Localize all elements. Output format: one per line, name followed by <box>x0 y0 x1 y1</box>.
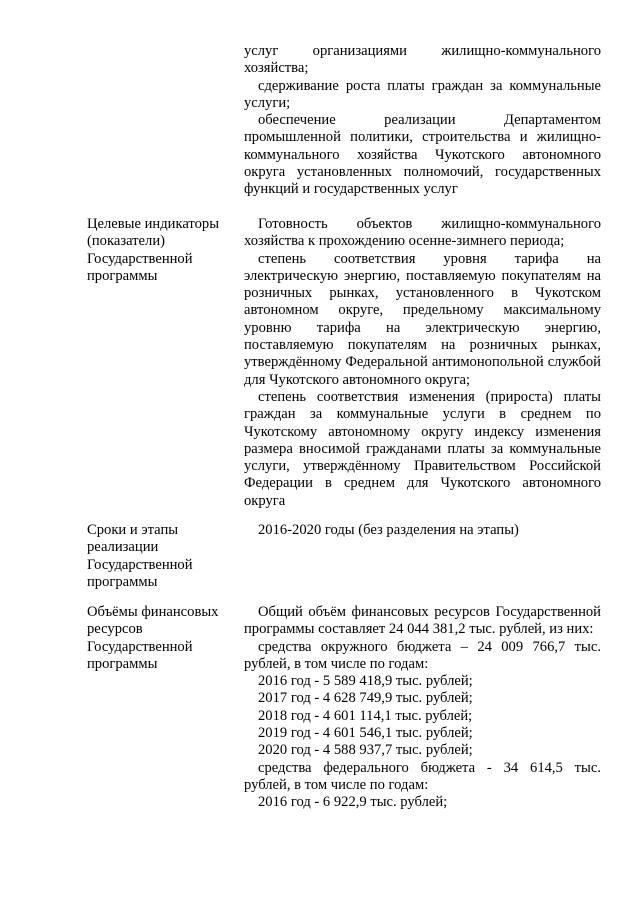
row-label <box>87 216 235 285</box>
row-content <box>244 43 601 199</box>
row-label-line: (показатели) <box>87 233 165 250</box>
paragraph: Готовность объектов жилищно-коммунального хозяйства к прохождению осенне-зимнего периода; <box>244 216 601 250</box>
paragraph: 2019 год - 4 601 546,1 тыс. рублей; <box>258 725 473 742</box>
row-label <box>87 604 235 673</box>
paragraph: обеспечение реализации Департаментом промышленной политики, строительства и жилищно-коммунального хозяйства Чукотского автономного округа установленных полномочий, государственных функций и государственных услуг <box>244 112 601 198</box>
paragraph: 2020 год - 4 588 937,7 тыс. рублей; <box>258 742 473 759</box>
paragraph: 2016 год - 6 922,9 тыс. рублей; <box>258 794 448 811</box>
row-label-line: ресурсов <box>87 621 143 638</box>
row-label-line: реализации <box>87 539 159 556</box>
paragraph: Общий объём финансовых ресурсов Государственной программы составляет 24 044 381,2 тыс. рублей, из них: <box>244 604 601 638</box>
row-content <box>244 604 601 812</box>
row-label-line: программы <box>87 267 158 284</box>
row-label-line: Объёмы финансовых <box>87 604 219 620</box>
paragraph: степень соответствия изменения (прироста) платы граждан за коммунальные услуги в среднем по Чукотскому автономному округу индексу изменения размера вносимой гражданами платы за коммунальные услуги, утверждённому Правительством Российской Федерации в среднем для Чукотского автономного округа <box>244 388 601 509</box>
row-label-line: программы <box>87 573 158 590</box>
row-content <box>244 522 601 539</box>
row-label-line: Целевые индикаторы <box>87 216 220 232</box>
paragraph: 2018 год - 4 601 114,1 тыс. рублей; <box>258 707 473 724</box>
paragraph: 2016-2020 годы (без разделения на этапы) <box>258 522 519 538</box>
row-label <box>87 522 235 591</box>
paragraph: степень соответствия уровня тарифа на электрическую энергию, поставляемую покупателям на розничных рынках, установленного в Чукотском автономном округе, предельному максимальному уровню тарифа на электрическую энергию, поставляемую покупателям на розничных рынках, утверждённому Федеральной антимонопольной службой для Чукотского автономного округа; <box>244 250 601 388</box>
row-label-line: Сроки и этапы <box>87 522 179 538</box>
row-label-line: Государственной <box>87 638 193 655</box>
row-content <box>244 216 601 510</box>
row-label-line: программы <box>87 655 158 672</box>
row-label-line: Государственной <box>87 556 193 573</box>
paragraph: 2016 год - 5 589 418,9 тыс. рублей; <box>258 673 473 690</box>
paragraph: средства окружного бюджета – 24 009 766,7 тыс. рублей, в том числе по годам: <box>244 638 601 672</box>
paragraph: сдерживание роста платы граждан за коммунальные услуги; <box>244 77 601 111</box>
paragraph: 2017 год - 4 628 749,9 тыс. рублей; <box>258 690 473 707</box>
paragraph: средства федерального бюджета - 34 614,5 тыс. рублей, в том числе по годам: <box>244 759 601 793</box>
paragraph: услуг организациями жилищно-коммунального хозяйства; <box>244 43 601 77</box>
row-label-line: Государственной <box>87 250 193 267</box>
